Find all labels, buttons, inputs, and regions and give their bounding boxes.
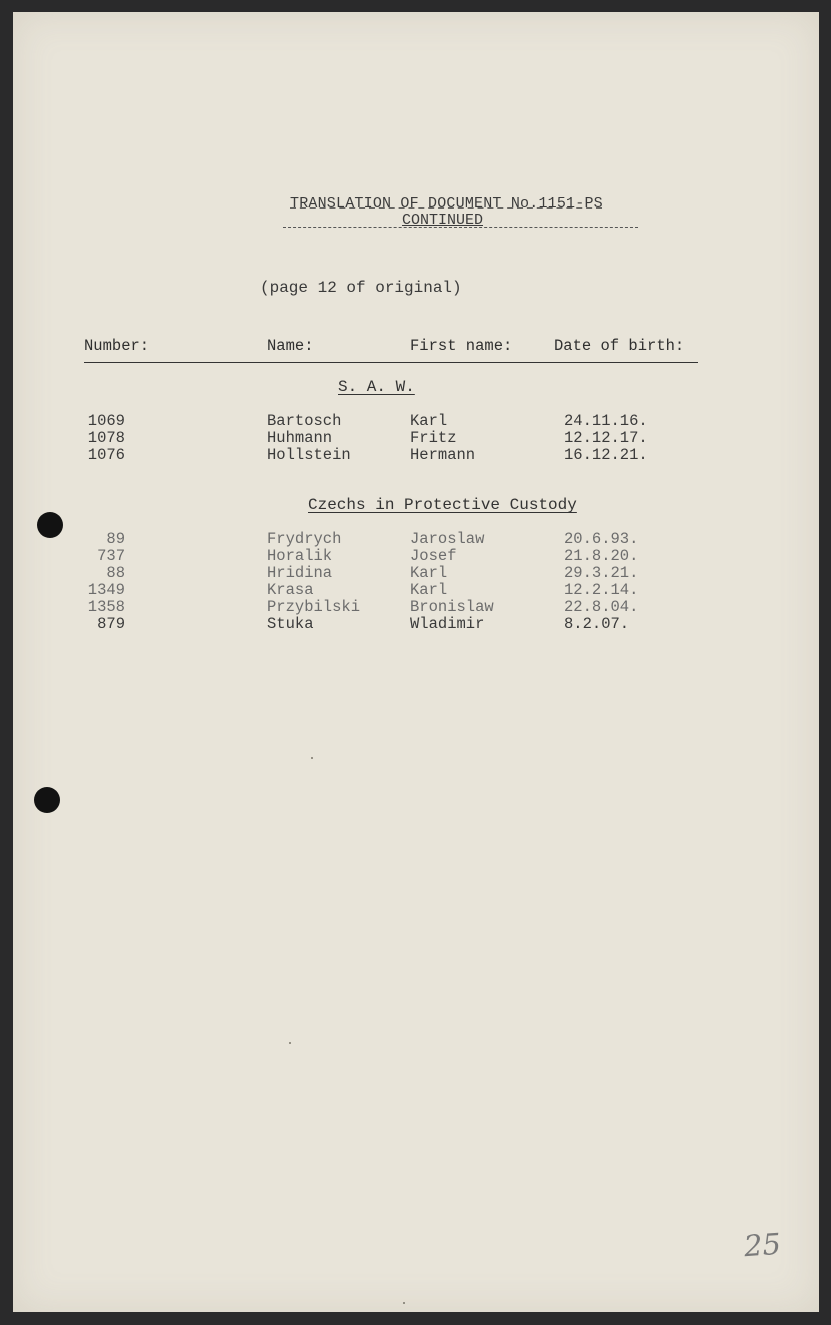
header-first-name: First name: xyxy=(410,337,513,355)
row-name: Hollstein xyxy=(267,446,351,464)
row-name: Horalik xyxy=(267,547,333,565)
row-number: 1358 xyxy=(87,598,125,616)
row-date-of-birth: 12.12.17. xyxy=(564,429,648,447)
row-date-of-birth: 20.6.93. xyxy=(564,530,639,548)
row-first-name: Bronislaw xyxy=(410,598,494,616)
table-row xyxy=(13,429,819,446)
row-name: Hridina xyxy=(267,564,333,582)
table-row xyxy=(13,446,819,463)
header-rule xyxy=(84,362,698,363)
row-date-of-birth: 8.2.07. xyxy=(564,615,630,633)
paper-speck xyxy=(311,757,313,759)
row-first-name: Fritz xyxy=(410,429,457,447)
row-name: Bartosch xyxy=(267,412,342,430)
row-date-of-birth: 24.11.16. xyxy=(564,412,648,430)
document-title: TRANSLATION OF DOCUMENT No.1151-PS xyxy=(290,195,603,212)
section-heading-czechs: Czechs in Protective Custody xyxy=(308,496,577,514)
paper-speck xyxy=(403,1302,405,1304)
header-number: Number: xyxy=(84,337,150,355)
row-date-of-birth: 12.2.14. xyxy=(564,581,639,599)
row-first-name: Jaroslaw xyxy=(410,530,485,548)
handwritten-page-number: 25 xyxy=(742,1226,783,1264)
punch-hole xyxy=(34,787,60,813)
table-row xyxy=(13,581,819,598)
header-date-of-birth: Date of birth: xyxy=(554,337,685,355)
row-date-of-birth: 21.8.20. xyxy=(564,547,639,565)
document-subtitle: CONTINUED xyxy=(402,212,484,229)
row-number: 1349 xyxy=(87,581,125,599)
row-name: Huhmann xyxy=(267,429,333,447)
row-date-of-birth: 16.12.21. xyxy=(564,446,648,464)
row-number: 737 xyxy=(97,547,125,565)
paper-speck xyxy=(289,1042,291,1044)
row-name: Krasa xyxy=(267,581,314,599)
row-number: 1076 xyxy=(87,446,125,464)
row-number: 88 xyxy=(106,564,125,582)
row-first-name: Hermann xyxy=(410,446,476,464)
row-name: Stuka xyxy=(267,615,314,633)
punch-hole xyxy=(37,512,63,538)
table-row xyxy=(13,564,819,581)
table-row xyxy=(13,598,819,615)
title-dashed-rule xyxy=(283,227,638,228)
header-name: Name: xyxy=(267,337,314,355)
table-row xyxy=(13,547,819,564)
row-first-name: Karl xyxy=(410,412,448,430)
table-row xyxy=(13,615,819,632)
table-row xyxy=(13,412,819,429)
row-name: Przybilski xyxy=(267,598,361,616)
section-heading-saw: S. A. W. xyxy=(338,378,415,396)
document-page xyxy=(13,12,819,1312)
row-number: 879 xyxy=(97,615,125,633)
row-number: 1069 xyxy=(87,412,125,430)
row-number: 1078 xyxy=(87,429,125,447)
row-first-name: Josef xyxy=(410,547,457,565)
table-row xyxy=(13,530,819,547)
row-date-of-birth: 29.3.21. xyxy=(564,564,639,582)
row-first-name: Karl xyxy=(410,564,448,582)
row-name: Frydrych xyxy=(267,530,342,548)
row-first-name: Wladimir xyxy=(410,615,485,633)
page-note: (page 12 of original) xyxy=(260,279,462,297)
row-date-of-birth: 22.8.04. xyxy=(564,598,639,616)
row-number: 89 xyxy=(106,530,125,548)
row-first-name: Karl xyxy=(410,581,448,599)
